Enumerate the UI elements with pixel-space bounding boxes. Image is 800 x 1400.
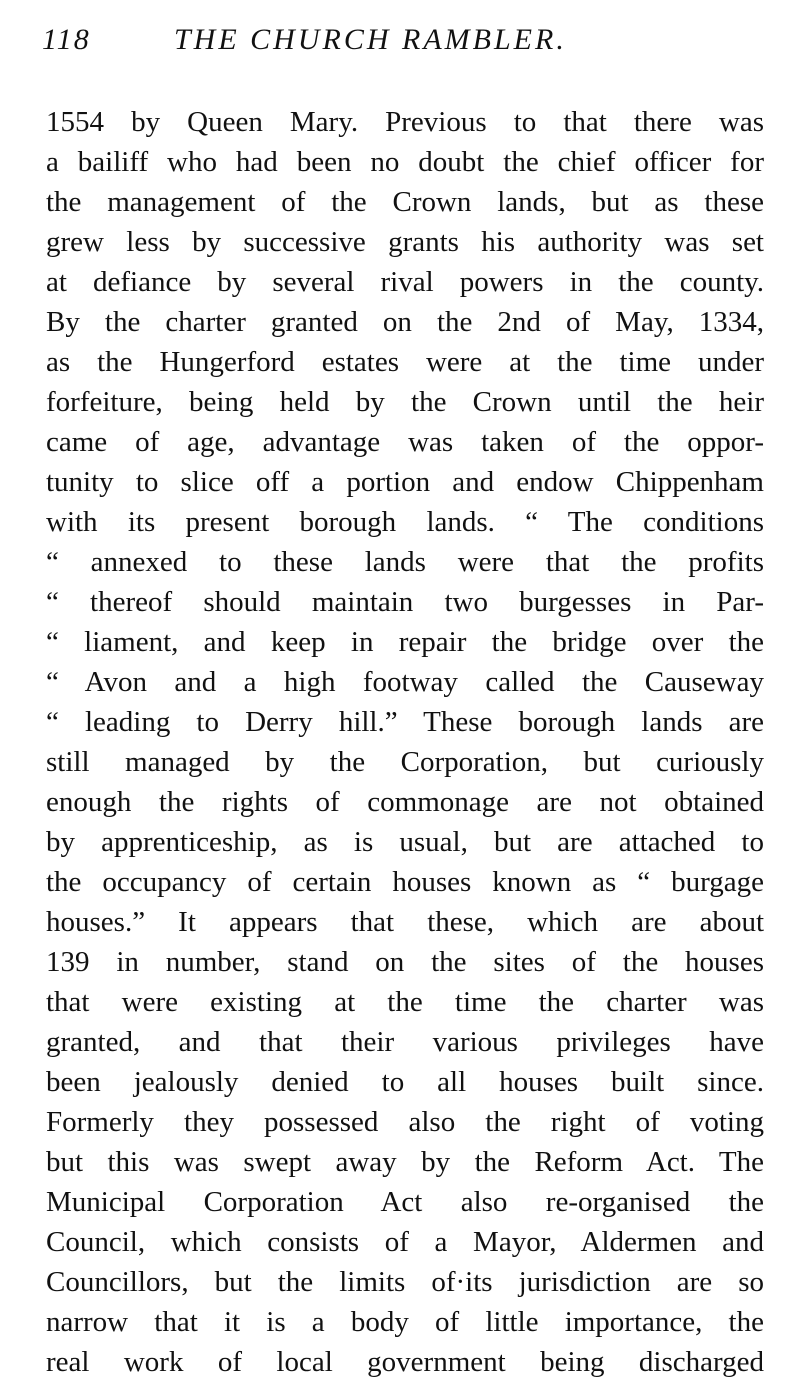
text-line: “ liament, and keep in repair the bridge over the (46, 626, 764, 658)
text-line: with its present borough lands. “ The conditions (46, 506, 764, 538)
text-line: “ thereof should maintain two burgesses in Par- (46, 586, 764, 618)
text-line: as the Hungerford estates were at the time under (46, 346, 764, 378)
text-line: 1554 by Queen Mary. Previous to that there was (46, 106, 764, 138)
text-line: “ annexed to these lands were that the profits (46, 546, 764, 578)
text-line: houses.” It appears that these, which are about (46, 906, 764, 938)
text-line: “ Avon and a high footway called the Causeway (46, 666, 764, 698)
text-line: forfeiture, being held by the Crown until the heir (46, 386, 764, 418)
text-line: at defiance by several rival powers in the county. (46, 266, 764, 298)
running-title: THE CHURCH RAMBLER. (174, 23, 567, 56)
text-line: still managed by the Corporation, but curiously (46, 746, 764, 778)
text-line: enough the rights of commonage are not obtained (46, 786, 764, 818)
text-line: Municipal Corporation Act also re-organised the (46, 1186, 764, 1218)
text-line: by apprenticeship, as is usual, but are attached to (46, 826, 764, 858)
text-line: real work of local government being discharged (46, 1346, 764, 1378)
text-line: Formerly they possessed also the right of voting (46, 1106, 764, 1138)
text-line: Councillors, but the limits of·its jurisdiction are so (46, 1266, 764, 1298)
page-number: 118 (42, 23, 91, 56)
text-line: 139 in number, stand on the sites of the houses (46, 946, 764, 978)
text-line: “ leading to Derry hill.” These borough lands are (46, 706, 764, 738)
text-line: granted, and that their various privileges have (46, 1026, 764, 1058)
text-line: came of age, advantage was taken of the oppor- (46, 426, 764, 458)
text-line: but this was swept away by the Reform Act. The (46, 1146, 764, 1178)
text-line: By the charter granted on the 2nd of May, 1334, (46, 306, 764, 338)
text-line: been jealously denied to all houses built since. (46, 1066, 764, 1098)
text-line: the management of the Crown lands, but as these (46, 186, 764, 218)
body-text (46, 102, 764, 1382)
text-line: grew less by successive grants his authority was set (46, 226, 764, 258)
text-line: tunity to slice off a portion and endow Chippenham (46, 466, 764, 498)
text-line: a bailiff who had been no doubt the chief officer for (46, 146, 764, 178)
text-line: the occupancy of certain houses known as “ burgage (46, 866, 764, 898)
running-head (42, 20, 762, 60)
text-line: that were existing at the time the charter was (46, 986, 764, 1018)
text-line: narrow that it is a body of little importance, the (46, 1306, 764, 1338)
text-line: Council, which consists of a Mayor, Aldermen and (46, 1226, 764, 1258)
